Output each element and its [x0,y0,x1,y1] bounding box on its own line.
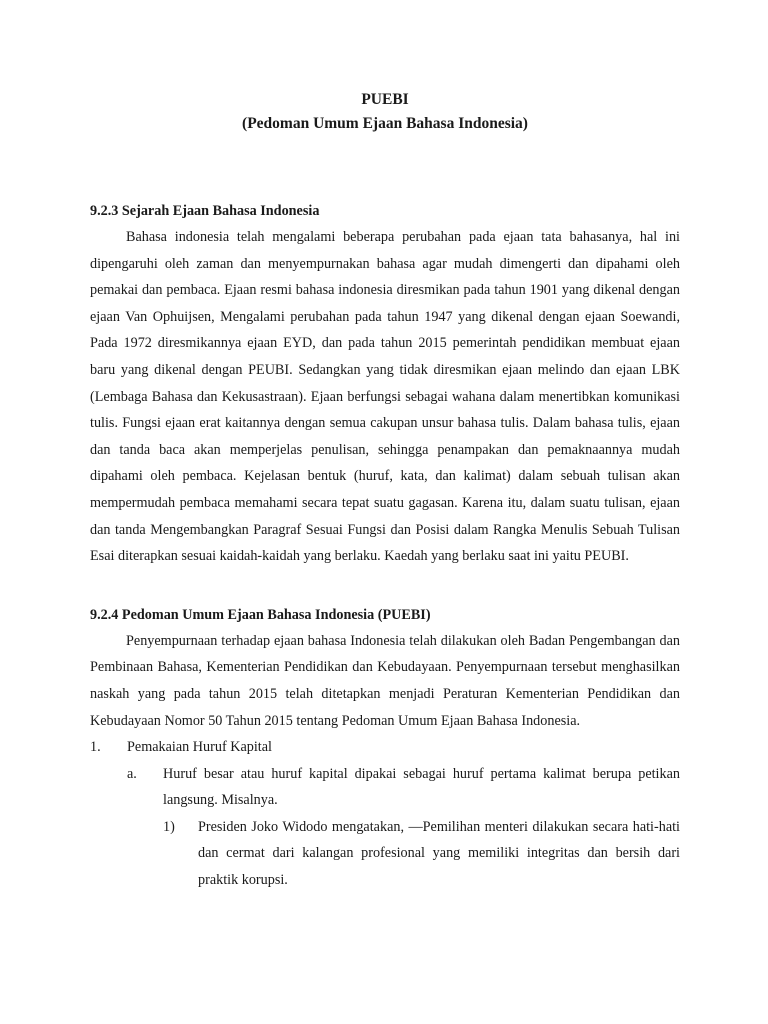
list-marker: 1. [90,739,101,756]
list-item [90,814,680,894]
section-paragraph-sejarah: Bahasa indonesia telah mengalami beberapa perubahan pada ejaan tata bahasanya, hal ini dipengaruhi oleh zaman dan menyempurnakan bahasa agar mudah dimengerti dan dipahami oleh pemakai dan pembaca. Ejaan resmi bahasa indonesia diresmikan pada tahun 1901 yang dikenal dengan ejaan Van Ophuijsen, Mengalami perubahan pada tahun 1947 yang dikenal dengan ejaan Soewandi, Pada 1972 diresmikannya ejaan EYD, dan pada tahun 2015 pemerintah pendidikan membuat ejaan baru yang dikenal dengan PEUBI. Sedangkan yang tidak diresmikan ejaan melindo dan ejaan LBK (Lembaga Bahasa dan Kekusastraan). Ejaan berfungsi sebagai wahana dalam menertibkan komunikasi tulis. Fungsi ejaan erat kaitannya dengan semua cakupan unsur bahasa tulis. Dalam bahasa tulis, ejaan dan tanda baca akan memperjelas penulisan, sehingga penampakan dan pemaknaannya mudah dipahami oleh pembaca. Kejelasan bentuk (huruf, kata, dan kalimat) dalam sebuah tulisan akan mempermudah pembaca memahami secara tepat suatu gagasan. Karena itu, dalam suatu tulisan, ejaan dan tanda Mengembangkan Paragraf Sesuai Fungsi dan Posisi dalam Rangka Menulis Sebuah Tulisan Esai diterapkan sesuai kaidah-kaidah yang berlaku. Kaedah yang berlaku saat ini yaitu PEUBI. [90,229,680,565]
list-item [90,761,680,814]
section-heading-sejarah: 9.2.3 Sejarah Ejaan Bahasa Indonesia [90,203,320,219]
list-marker: 1) [163,818,175,835]
section-paragraph-puebi: Penyempurnaan terhadap ejaan bahasa Indonesia telah dilakukan oleh Badan Pengembangan dan Pembinaan Bahasa, Kementerian Pendidikan dan Kebudayaan. Penyempurnaan tersebut menghasilkan naskah yang pada tahun 2015 telah ditetapkan menjadi Peraturan Kementerian Pendidikan dan Kebudayaan Nomor 50 Tahun 2015 tentang Pedoman Umum Ejaan Bahasa Indonesia. [90,632,680,729]
list-marker: a. [127,765,137,782]
list-item-text: Huruf besar atau huruf kapital dipakai sebagai huruf pertama kalimat berupa petikan langsung. Misalnya. [163,765,680,809]
document-subtitle: (Pedoman Umum Ejaan Bahasa Indonesia) [242,115,528,132]
list-item-text: Presiden Joko Widodo mengatakan, —Pemilihan menteri dilakukan secara hati-hati dan cermat dari kalangan profesional yang memiliki integritas dan bersih dari praktik korupsi. [198,818,680,889]
list-item [90,734,680,761]
document-page [90,88,680,894]
document-title: PUEBI [361,91,409,108]
list-item-text: Pemakaian Huruf Kapital [127,739,272,756]
section-heading-puebi: 9.2.4 Pedoman Umum Ejaan Bahasa Indonesia (PUEBI) [90,606,431,623]
